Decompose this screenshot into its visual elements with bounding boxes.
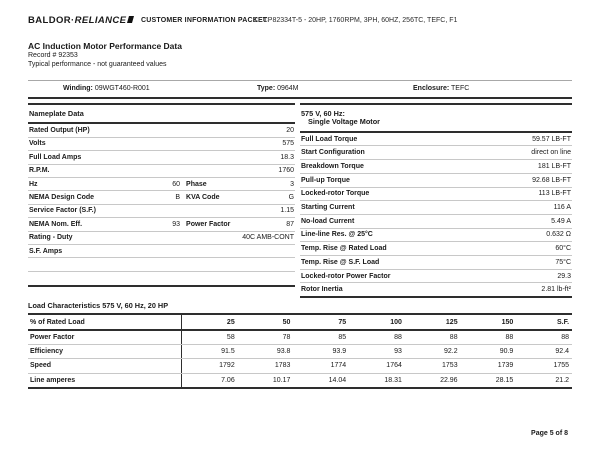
row-label: Line amperes: [28, 374, 182, 387]
motor-info-bar: [28, 80, 572, 99]
row-value: 59.57 LB-FT: [532, 135, 571, 143]
load-characteristics-table: [28, 313, 572, 389]
row-label: Temp. Rise @ S.F. Load: [301, 258, 380, 266]
row-label: No-load Current: [301, 217, 355, 225]
table-cell: 22.96: [440, 376, 458, 384]
table-row: [28, 232, 295, 245]
table-cell: 88: [449, 334, 458, 342]
row-label: Power Factor: [28, 331, 182, 344]
table-row: [300, 229, 572, 243]
table-cell: 10.17: [272, 376, 291, 384]
table-row: [28, 151, 295, 164]
table-cell: 1753: [442, 362, 458, 370]
empty-row: [28, 258, 295, 272]
table-row: [28, 359, 572, 373]
table-cell: 1764: [386, 362, 402, 370]
table-cell: 92.4: [555, 348, 570, 356]
table-cell: 88: [505, 334, 514, 342]
table-row: [28, 345, 572, 359]
row-label: KVA Code: [186, 194, 220, 202]
row-label: NEMA Nom. Eff.: [29, 220, 83, 228]
voltage-table: [300, 103, 572, 298]
table-row: [28, 165, 295, 178]
table-cell: 93.8: [276, 348, 291, 356]
load-characteristics-heading: Load Characteristics 575 V, 60 Hz, 20 HP: [28, 301, 169, 310]
table-cell: 88: [394, 334, 402, 342]
empty-row: [28, 272, 295, 285]
row-value: 40C AMB-CONT: [242, 234, 294, 242]
row-value: 3: [290, 180, 295, 188]
table-cell: 1792: [219, 362, 235, 370]
row-value: 92.68 LB-FT: [532, 176, 571, 184]
type-value: 0964M: [277, 85, 299, 92]
row-value: B: [175, 194, 181, 202]
table-cell: 91.5: [221, 348, 235, 356]
voltage-heading-line1: 575 V, 60 Hz:: [301, 109, 345, 118]
table-row: [28, 205, 295, 218]
enclosure-field: [413, 85, 469, 92]
column-header: 50: [282, 318, 291, 326]
row-label: Start Configuration: [301, 149, 365, 157]
table-row: [28, 218, 295, 231]
winding-value: 09WGT460-R001: [94, 85, 150, 92]
table-cell: 58: [226, 334, 235, 342]
row-label: Rotor Inertia: [301, 286, 343, 294]
row-pair-left: [29, 194, 180, 201]
table-row: [28, 331, 572, 345]
table-row: [300, 270, 572, 284]
table-cell: 1755: [553, 362, 570, 370]
row-label: Temp. Rise @ Rated Load: [301, 245, 387, 253]
row-label: Pull-up Torque: [301, 176, 350, 184]
enclosure-value: TEFC: [451, 85, 470, 92]
column-header: S.F.: [556, 318, 570, 326]
table-row: [28, 138, 295, 151]
row-label: Rating - Duty: [29, 234, 73, 242]
row-label: Full Load Torque: [301, 135, 358, 143]
table-row: [300, 188, 572, 202]
row-value: 29.3: [557, 272, 571, 280]
row-value: 5.49 A: [551, 217, 571, 225]
table-row: [28, 245, 295, 258]
nameplate-table: [28, 103, 295, 287]
table-cell: 85: [338, 334, 347, 342]
row-value: 575: [282, 140, 294, 148]
table-cell: 28.15: [495, 376, 514, 384]
table-cell: 78: [282, 334, 291, 342]
record-number: Record # 92353: [28, 52, 78, 59]
column-header: 25: [226, 318, 235, 326]
table-row: [300, 256, 572, 270]
row-label: NEMA Design Code: [29, 194, 95, 202]
type-field: [257, 85, 299, 92]
row-label: R.P.M.: [29, 167, 50, 175]
voltage-heading-line2: Single Voltage Motor: [308, 117, 381, 127]
table-row: [300, 146, 572, 160]
row-label: Starting Current: [301, 204, 355, 212]
row-value: 181 LB-FT: [537, 163, 571, 170]
row-pair-right: [186, 221, 294, 228]
table-cell: 21.2: [555, 376, 570, 384]
row-value: 87: [286, 220, 295, 228]
row-label: Volts: [29, 140, 46, 148]
product-code: CECP82334T-5 - 20HP, 1760RPM, 3PH, 60HZ, 256TC, TEFC, F1: [253, 17, 458, 24]
table-cell: 1783: [274, 362, 291, 370]
table-cell: 92.2: [443, 348, 458, 356]
document-title: AC Induction Motor Performance Data: [28, 41, 182, 51]
row-label: Locked-rotor Torque: [301, 190, 370, 198]
table-row: [300, 215, 572, 229]
logo-reliance-text: RELIANCE: [74, 15, 127, 26]
table-row: [300, 242, 572, 256]
table-row: [300, 201, 572, 215]
row-value: 18.3: [280, 153, 294, 161]
row-pair-right: [186, 181, 294, 188]
row-label: Power Factor: [186, 220, 231, 228]
nameplate-heading: Nameplate Data: [28, 105, 295, 124]
row-value: 1760: [278, 167, 294, 175]
row-label: Efficiency: [28, 345, 182, 358]
table-cell: 93.9: [332, 348, 347, 356]
page-number: Page 5 of 8: [531, 430, 568, 437]
row-label: Phase: [186, 180, 207, 188]
performance-note: Typical performance - not guaranteed values: [28, 61, 167, 68]
row-value: 93: [172, 220, 181, 228]
table-row: [300, 160, 572, 174]
column-header: 75: [338, 318, 347, 326]
row-label: Breakdown Torque: [301, 163, 364, 170]
reliance-flag-icon: [127, 16, 134, 23]
voltage-heading: [300, 105, 572, 133]
row-label: Line-line Res. @ 25°C: [301, 231, 373, 239]
row-label: Service Factor (S.F.): [29, 207, 96, 215]
winding-label: Winding:: [63, 85, 93, 92]
column-header: 150: [501, 318, 514, 326]
row-value: 60: [172, 180, 181, 188]
row-label: Rated Output (HP): [29, 127, 90, 135]
type-label: Type:: [257, 85, 276, 92]
table-cell: 18.31: [384, 376, 402, 384]
row-value: 20: [286, 127, 294, 135]
row-label: Full Load Amps: [29, 153, 82, 161]
row-pair-left: [29, 181, 180, 188]
row-value: G: [288, 194, 295, 202]
column-header: 125: [445, 318, 458, 326]
table-row: [28, 374, 572, 387]
row-label: Hz: [29, 180, 38, 188]
row-value: 113 LB-FT: [538, 190, 571, 198]
table-cell: 88: [561, 334, 570, 342]
row-value: 0.632 Ω: [546, 231, 571, 239]
row-pair-right: [186, 194, 294, 201]
table-cell: 1739: [497, 362, 514, 370]
row-pair-left: [29, 221, 180, 228]
column-header: % of Rated Load: [28, 315, 182, 329]
row-label: Locked-rotor Power Factor: [301, 272, 391, 280]
table-row: [300, 174, 572, 188]
row-value: 60°C: [555, 245, 571, 253]
winding-field: [63, 85, 150, 92]
table-cell: 93: [394, 348, 402, 356]
row-label: Speed: [28, 359, 182, 372]
row-label: S.F. Amps: [29, 247, 63, 255]
table-cell: 7.06: [221, 376, 235, 384]
packet-title: CUSTOMER INFORMATION PACKET: [141, 17, 268, 24]
row-value: 1.15: [280, 207, 294, 215]
table-row: [300, 133, 572, 147]
column-header: 100: [390, 318, 402, 326]
logo-dot: ·: [71, 15, 75, 26]
table-row: [28, 124, 295, 137]
row-value: 2.81 lb-ft²: [541, 286, 571, 294]
table-row: [28, 178, 295, 191]
table-cell: 90.9: [499, 348, 514, 356]
brand-logo: [28, 15, 133, 26]
row-value: 116 A: [553, 204, 571, 212]
row-value: direct on line: [531, 149, 571, 157]
enclosure-label: Enclosure:: [413, 85, 450, 92]
table-row: [300, 283, 572, 296]
logo-baldor-text: BALDOR: [28, 15, 72, 26]
row-value: 75°C: [555, 258, 571, 266]
table-cell: 1774: [330, 362, 347, 370]
table-header-row: [28, 315, 572, 331]
table-row: [28, 191, 295, 204]
table-cell: 14.04: [328, 376, 347, 384]
